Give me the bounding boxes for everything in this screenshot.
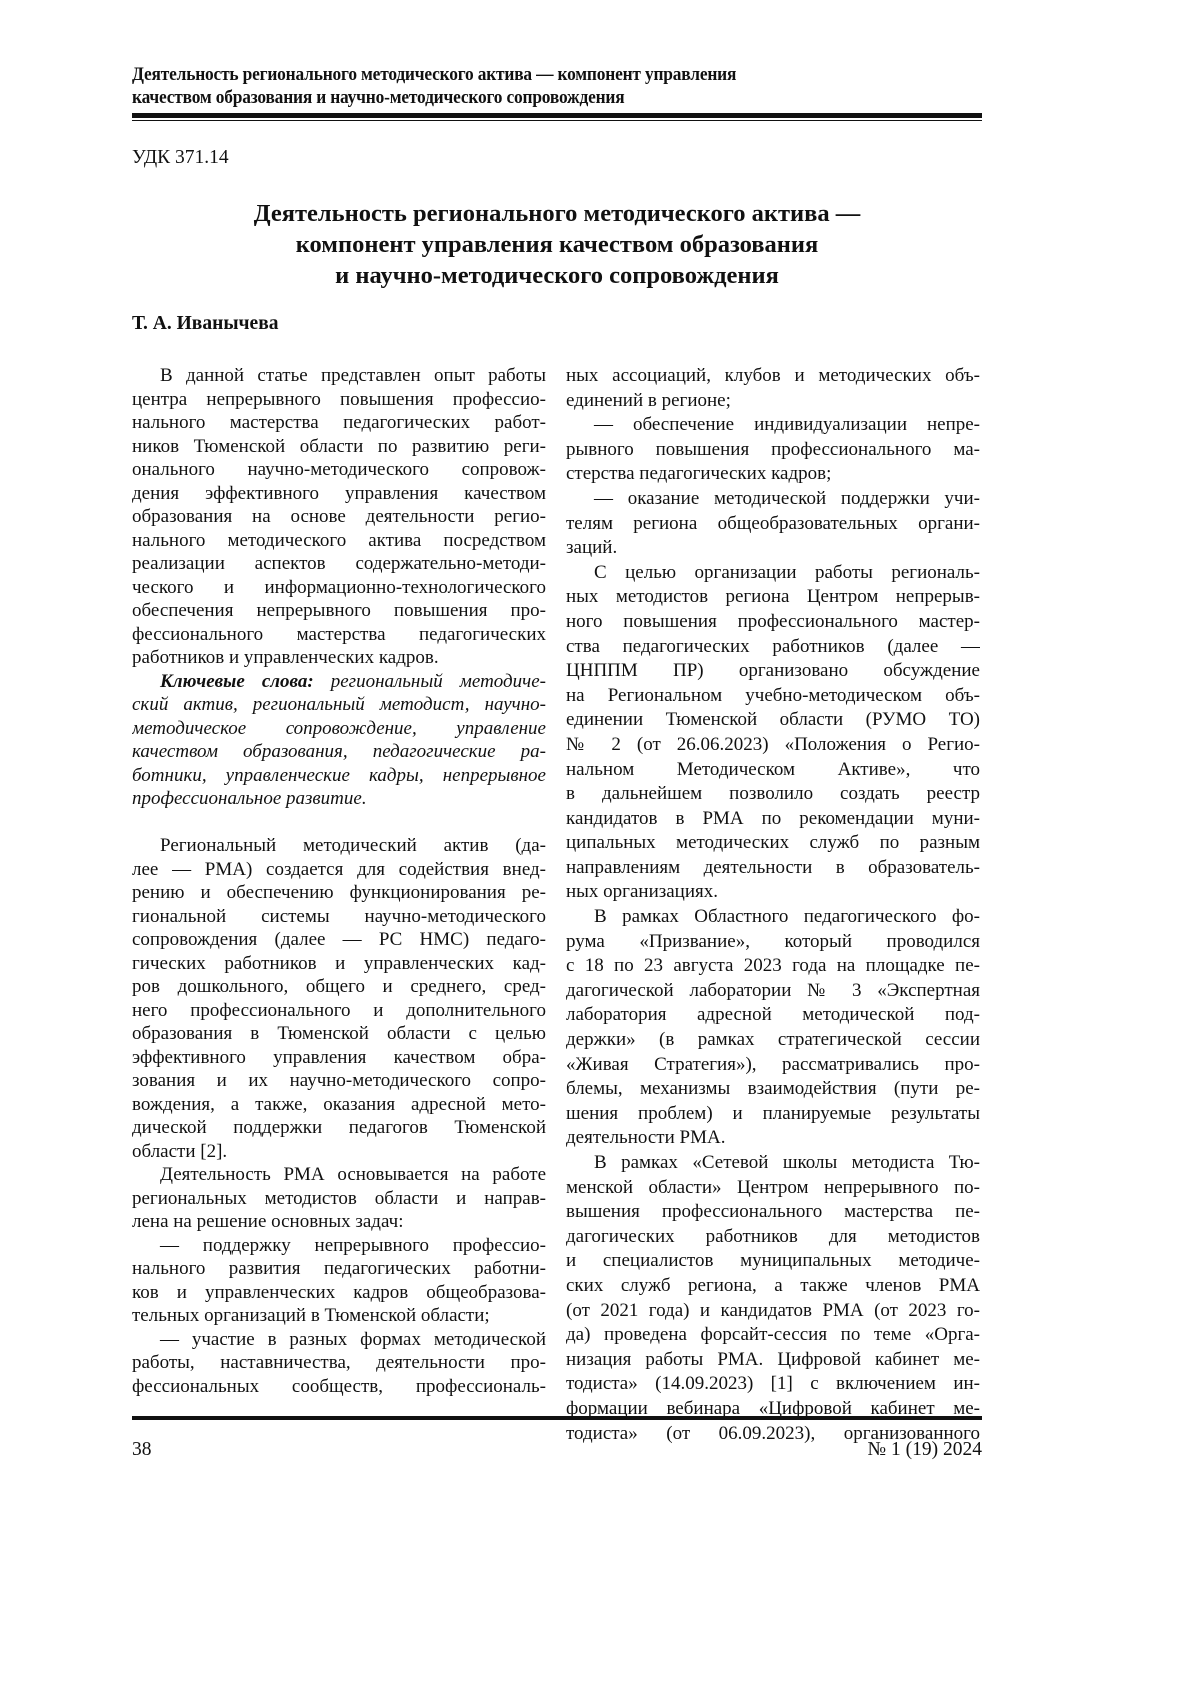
- text-line: В рамках «Сетевой школы методиста Тю-: [566, 1151, 980, 1176]
- text-line: дагогических работников для методистов: [566, 1225, 980, 1250]
- author: Т. А. Иванычева: [132, 312, 278, 336]
- udk-code: УДК 371.14: [132, 146, 229, 170]
- text-line: него профессионального и дополнительного: [132, 999, 546, 1023]
- text-line: рывного повышения профессионального ма-: [566, 438, 980, 463]
- text-line: ных организациях.: [566, 880, 980, 905]
- text-line: зования и их научно-методического сопро-: [132, 1069, 546, 1093]
- text-line: образования в Тюменской области с целью: [132, 1022, 546, 1046]
- header-rule-thick: [132, 113, 982, 118]
- paragraph: [566, 905, 980, 1151]
- text-line: ного повышения профессионального мастер-: [566, 610, 980, 635]
- text-line: обеспечения непрерывного повышения про-: [132, 599, 546, 623]
- text-line: да) проведена форсайт-сессия по теме «Орга-: [566, 1323, 980, 1348]
- text-line: фессионального мастерства педагогических: [132, 623, 546, 647]
- text-line: с 18 по 23 августа 2023 года на площадке пе-: [566, 954, 980, 979]
- text-line: В рамках Областного педагогического фо-: [566, 905, 980, 930]
- paragraph: [566, 561, 980, 905]
- keywords-label: Ключевые слова:: [160, 671, 314, 692]
- text-line: ных методистов региона Центром непрерыв-: [566, 585, 980, 610]
- text-line: — участие в разных формах методической: [132, 1328, 546, 1352]
- text-line: работы, наставничества, деятельности про-: [132, 1351, 546, 1375]
- running-head: [132, 64, 982, 110]
- text-line: телям региона общеобразовательных органи-: [566, 512, 980, 537]
- paragraph: [566, 487, 980, 561]
- text-line: фессиональных сообществ, профессиональ-: [132, 1375, 546, 1399]
- paragraph: [566, 1151, 980, 1446]
- text-line: онального научно-методического сопровож-: [132, 458, 546, 482]
- text-line: направлениям деятельности в образователь-: [566, 856, 980, 881]
- text-line: нального развития педагогических работни-: [132, 1257, 546, 1281]
- text-line: гиональной системы научно-методического: [132, 905, 546, 929]
- header-rule-thin: [132, 120, 982, 121]
- text-line: лаборатория адресной методической под-: [566, 1003, 980, 1028]
- title-line: и научно-методического сопровождения: [132, 260, 982, 291]
- text-line: и специалистов муниципальных методиче-: [566, 1249, 980, 1274]
- text-line: (от 2021 года) и кандидатов РМА (от 2023 го-: [566, 1299, 980, 1324]
- keywords-line: профессиональное развитие.: [132, 787, 546, 811]
- keywords-line: качеством образования, педагогические ра-: [132, 740, 546, 764]
- text-line: сопровождения (далее — РС НМС) педаго-: [132, 928, 546, 952]
- text-line: рению и обеспечению функционирования ре-: [132, 881, 546, 905]
- text-line: дической поддержки педагогов Тюменской: [132, 1116, 546, 1140]
- keywords-line: ский актив, региональный методист, научно-: [132, 693, 546, 717]
- text-line: центра непрерывного повышения профессио-: [132, 388, 546, 412]
- text-line: вождения, а также, оказания адресной мето-: [132, 1093, 546, 1117]
- text-line: формации вебинара «Цифровой кабинет ме-: [566, 1397, 980, 1422]
- text-line: на Региональном учебно-методическом объ-: [566, 684, 980, 709]
- text-line: реализации аспектов содержательно-методи-: [132, 552, 546, 576]
- text-line: ников Тюменской области по развитию реги-: [132, 435, 546, 459]
- text-line: деятельности РМА.: [566, 1126, 980, 1151]
- article-title: [132, 198, 982, 291]
- text-line: низация работы РМА. Цифровой кабинет ме-: [566, 1348, 980, 1373]
- title-line: Деятельность регионального методического актива —: [132, 198, 982, 229]
- text-line: «Живая Стратегия»), рассматривались про-: [566, 1053, 980, 1078]
- text-line: держки» (в рамках стратегической сессии: [566, 1028, 980, 1053]
- paragraph: [132, 1163, 546, 1234]
- text-line: области [2].: [132, 1140, 546, 1164]
- text-line: ских служб региона, а также членов РМА: [566, 1274, 980, 1299]
- paragraph: [132, 834, 546, 1163]
- text-line: гических работников и управленческих кад-: [132, 952, 546, 976]
- text-line: дагогической лаборатории № 3 «Экспертная: [566, 979, 980, 1004]
- keywords-line: ботники, управленческие кадры, непрерывное: [132, 764, 546, 788]
- text-line: Деятельность РМА основывается на работе: [132, 1163, 546, 1187]
- text-line: ципальных методических служб по разным: [566, 831, 980, 856]
- text-line: ства педагогических работников (далее —: [566, 635, 980, 660]
- text-line: — оказание методической поддержки учи-: [566, 487, 980, 512]
- left-column: [132, 364, 546, 1398]
- running-head-line: Деятельность регионального методического актива — компонент управления: [132, 64, 931, 87]
- right-column: [566, 364, 980, 1446]
- text-line: — поддержку непрерывного профессио-: [132, 1234, 546, 1258]
- keywords-line: [132, 670, 546, 694]
- text-line: дения эффективного управления качеством: [132, 482, 546, 506]
- paragraph: [566, 364, 980, 413]
- text-line: лена на решение основных задач:: [132, 1210, 546, 1234]
- text-line: единении Тюменской области (РУМО ТО): [566, 708, 980, 733]
- text-line: заций.: [566, 536, 980, 561]
- text-line: Региональный методический актив (да-: [132, 834, 546, 858]
- title-line: компонент управления качеством образования: [132, 229, 982, 260]
- issue-number: № 1 (19) 2024: [868, 1438, 982, 1462]
- paragraph: [132, 1328, 546, 1399]
- paragraph: [566, 413, 980, 487]
- text-line: кандидатов в РМА по рекомендации муни-: [566, 807, 980, 832]
- text-line: лее — РМА) создается для содействия внед-: [132, 858, 546, 882]
- text-line: единений в регионе;: [566, 389, 980, 414]
- footer-rule: [132, 1416, 982, 1420]
- text-line: эффективного управления качеством обра-: [132, 1046, 546, 1070]
- text-line: блемы, механизмы взаимодействия (пути ре-: [566, 1077, 980, 1102]
- text-line: тодиста» (от 06.09.2023), организованного: [566, 1422, 980, 1447]
- abstract: [132, 364, 546, 670]
- text-line: нального мастерства педагогических работ-: [132, 411, 546, 435]
- text-line: ных ассоциаций, клубов и методических объ-: [566, 364, 980, 389]
- text-line: В данной статье представлен опыт работы: [132, 364, 546, 388]
- keywords-text: региональный методиче-: [314, 671, 546, 692]
- text-line: ЦНППМ ПР) организовано обсуждение: [566, 659, 980, 684]
- text-line: тельных организаций в Тюменской области;: [132, 1304, 546, 1328]
- text-line: менской области» Центром непрерывного по-: [566, 1176, 980, 1201]
- running-head-line: качеством образования и научно-методического сопровождения: [132, 87, 931, 110]
- text-line: стерства педагогических кадров;: [566, 462, 980, 487]
- text-line: образования на основе деятельности регио-: [132, 505, 546, 529]
- text-line: № 2 (от 26.06.2023) «Положения о Регио-: [566, 733, 980, 758]
- text-line: тодиста» (14.09.2023) [1] с включением ин-: [566, 1372, 980, 1397]
- text-line: — обеспечение индивидуализации непре-: [566, 413, 980, 438]
- spacer: [132, 811, 546, 835]
- text-line: С целью организации работы региональ-: [566, 561, 980, 586]
- keywords: [132, 670, 546, 811]
- text-line: шения проблем) и планируемые результаты: [566, 1102, 980, 1127]
- text-line: ческого и информационно-технологического: [132, 576, 546, 600]
- page-number: 38: [132, 1438, 152, 1462]
- text-line: ков и управленческих кадров общеобразова-: [132, 1281, 546, 1305]
- text-line: работников и управленческих кадров.: [132, 646, 546, 670]
- text-line: нальном Методическом Активе», что: [566, 758, 980, 783]
- text-line: региональных методистов области и направ-: [132, 1187, 546, 1211]
- text-line: нального методического актива посредством: [132, 529, 546, 553]
- text-line: в дальнейшем позволило создать реестр: [566, 782, 980, 807]
- text-line: рума «Призвание», который проводился: [566, 930, 980, 955]
- keywords-line: методическое сопровождение, управление: [132, 717, 546, 741]
- text-line: ров дошкольного, общего и среднего, сред-: [132, 975, 546, 999]
- text-line: вышения профессионального мастерства пе-: [566, 1200, 980, 1225]
- paragraph: [132, 1234, 546, 1328]
